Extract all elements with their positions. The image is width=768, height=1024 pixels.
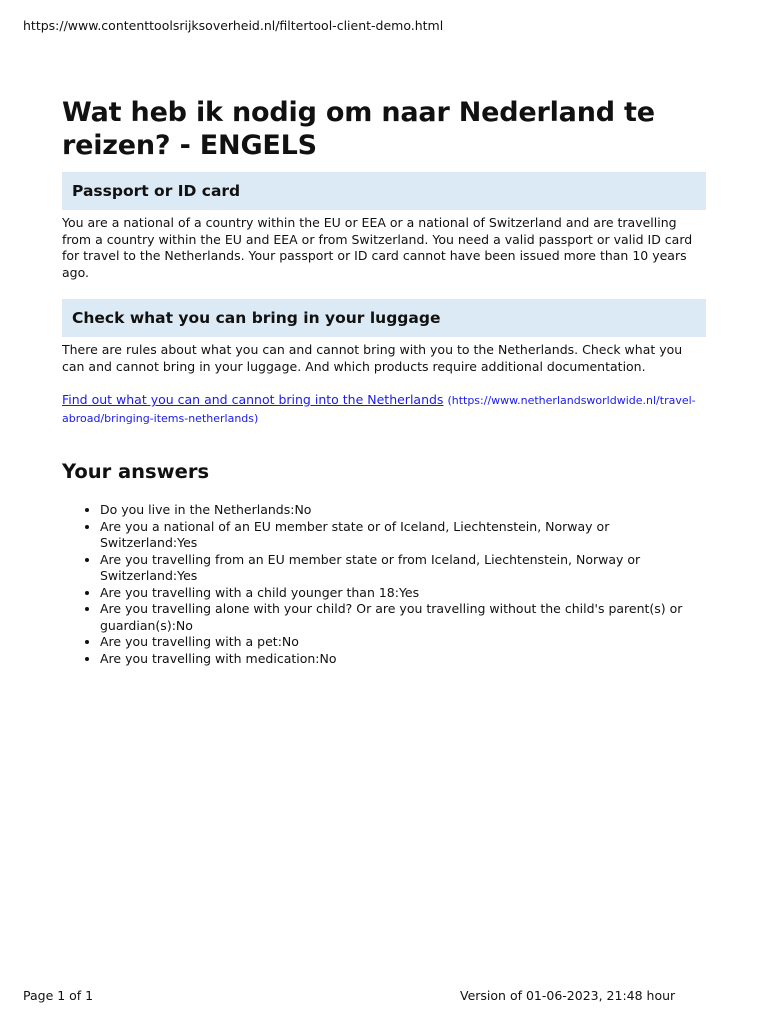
section-text-luggage: There are rules about what you can and cannot bring with you to the Netherlands. Check what you can and cannot bring in your luggage. And which products require additional documentation. bbox=[62, 342, 683, 374]
answers-title: Your answers bbox=[62, 460, 210, 483]
bringing-items-link[interactable]: Find out what you can and cannot bring into the Netherlands bbox=[62, 392, 444, 407]
answer-item: • Are you travelling with a child younger than 18:Yes bbox=[100, 585, 706, 602]
section-heading-luggage: Check what you can bring in your luggage bbox=[62, 299, 706, 337]
answer-item: • Are you a national of an EU member state or of Iceland, Liechtenstein, Norway or Switzerland:Yes bbox=[100, 519, 706, 552]
version-info: Version of 01-06-2023, 21:48 hour bbox=[460, 988, 676, 1003]
main-content bbox=[62, 96, 706, 667]
answer-item: • Are you travelling with medication:No bbox=[100, 651, 706, 668]
answer-item: • Do you live in the Netherlands:No bbox=[100, 502, 706, 519]
luggage-link-line bbox=[62, 392, 706, 427]
bringing-items-link-url: (https://www.netherlandsworldwide.nl/travel-abroad/bringing-items-netherlands) bbox=[62, 394, 696, 425]
answer-item: • Are you travelling with a pet:No bbox=[100, 634, 706, 651]
page-title: Wat heb ik nodig om naar Nederland te reizen? - ENGELS bbox=[62, 97, 655, 161]
section-text-passport: You are a national of a country within the EU or EEA or a national of Switzerland and are travelling from a country within the EU and EEA or from Switzerland. You need a valid passport or valid ID card for travel to the Netherlands. Your passport or ID card cannot have been issued more than 10 years ago. bbox=[62, 215, 693, 280]
page-number: Page 1 of 1 bbox=[23, 988, 94, 1003]
answer-item: • Are you travelling from an EU member state or from Iceland, Liechtenstein, Norway or Switzerland:Yes bbox=[100, 552, 706, 585]
page-url: https://www.contenttoolsrijksoverheid.nl/filtertool-client-demo.html bbox=[23, 18, 444, 33]
section-heading-passport: Passport or ID card bbox=[62, 172, 706, 210]
answers-list bbox=[62, 502, 706, 667]
answer-item: • Are you travelling alone with your child? Or are you travelling without the child's parent(s) or guardian(s):No bbox=[100, 601, 706, 634]
